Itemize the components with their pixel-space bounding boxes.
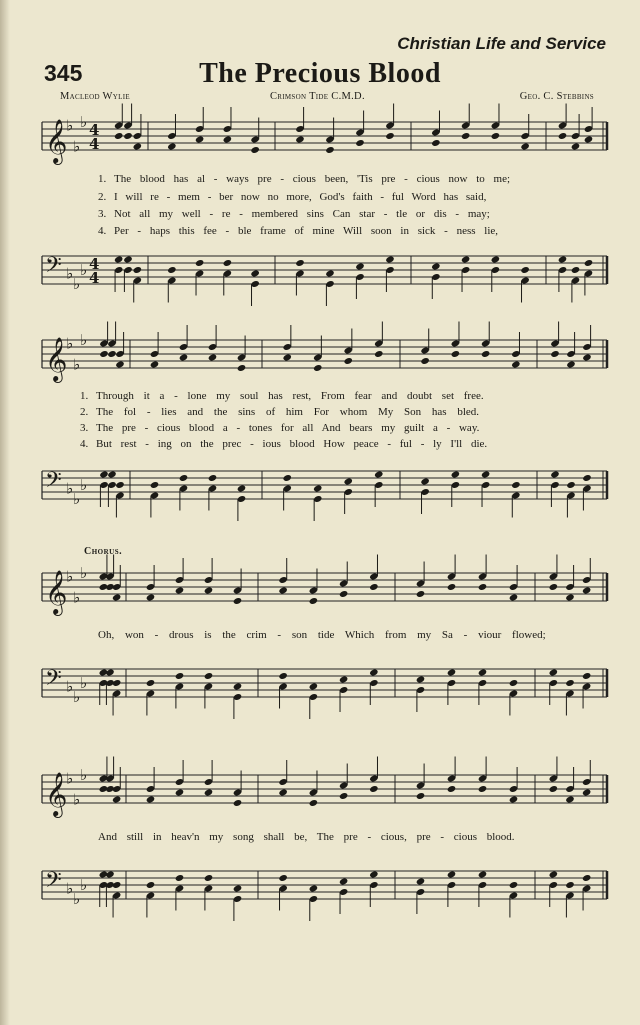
flat-icon: ♭ [73,790,81,809]
flat-icon: ♭ [66,879,74,898]
hymn-title: The Precious Blood [199,58,441,89]
verse-line: 2. The fol - lies and the sins of him For whom My Son has bled. [80,406,480,418]
treble-clef-icon: 𝄞 [45,570,68,614]
chorus-line: Oh, won - drous is the crim - son tide Which from my Sa - viour flowed; [98,629,546,641]
flat-icon: ♭ [73,137,81,156]
notehead [175,874,184,882]
flat-icon: ♭ [80,765,88,784]
credit-tune: Crimson Tide C.M.D. [270,91,365,102]
notehead [309,885,318,893]
flat-icon: ♭ [80,673,88,692]
credit-music: Geo. C. Stebbins [519,91,594,102]
time-signature: 4 [89,121,100,139]
verse-line: 3. The pre - cious blood a - tones for all And bears my guilt a - way. [80,422,480,434]
chorus-label: Chorus. [84,546,123,557]
notehead [112,881,121,889]
bass-clef-icon: 𝄢 [45,253,62,283]
notehead [565,881,574,889]
flat-icon: ♭ [80,875,88,894]
chorus-line: And still in heav'n my song shall be, The pre - cious, pre - cious blood. [98,831,515,843]
flat-icon: ♭ [73,889,81,908]
section-title: Christian Life and Service [397,34,606,53]
notehead [105,871,114,879]
flat-icon: ♭ [66,264,74,283]
flat-icon: ♭ [73,588,81,607]
verse-line: 1. Through it a - lone my soul has rest, From fear and doubt set free. [80,390,484,402]
flat-icon: ♭ [73,274,81,293]
flat-icon: ♭ [66,334,74,353]
bass-clef-icon: 𝄢 [45,868,62,898]
treble-clef-icon: 𝄞 [45,337,68,381]
notehead [478,871,487,879]
bass-clef-icon: 𝄢 [45,468,62,498]
notehead [549,871,558,879]
verse-line: 3. Not all my well - re - membered sins Can star - tle or dis - may; [98,208,490,220]
notehead [582,874,591,882]
flat-icon: ♭ [66,677,74,696]
flat-icon: ♭ [80,260,88,279]
notehead [146,881,155,889]
flat-icon: ♭ [80,475,88,494]
time-signature: 4 [89,255,100,273]
notehead [447,871,456,879]
time-signature: 4 [89,269,100,287]
notehead [278,874,287,882]
flat-icon: ♭ [80,330,88,349]
flat-icon: ♭ [73,687,81,706]
treble-clef-icon: 𝄞 [45,772,68,816]
flat-icon: ♭ [73,355,81,374]
credit-words: Macleod Wylie [60,91,130,102]
flat-icon: ♭ [66,567,74,586]
time-signature: 4 [89,135,100,153]
notehead [416,878,425,886]
treble-clef-icon: 𝄞 [45,119,68,163]
flat-icon: ♭ [66,116,74,135]
flat-icon: ♭ [80,112,88,131]
verse-line: 4. Per - haps this fee - ble frame of mine Will soon in sick - ness lie, [98,225,499,237]
notehead [369,871,378,879]
verse-line: 4. But rest - ing on the prec - ious blood How peace - ful - ly I'll die. [80,438,488,450]
flat-icon: ♭ [80,563,88,582]
flat-icon: ♭ [66,479,74,498]
flat-icon: ♭ [66,769,74,788]
notehead [509,881,518,889]
flat-icon: ♭ [73,489,81,508]
verse-line: 2. I will re - mem - ber now no more, God's faith - ful Word has said, [98,191,487,203]
verse-line: 1. The blood has al - ways pre - cious been, 'Tis pre - cious now to me; [98,173,511,185]
notehead [339,878,348,886]
bass-clef-icon: 𝄢 [45,666,62,696]
hymn-number: 345 [44,60,83,86]
notehead [233,885,242,893]
notehead [204,874,213,882]
